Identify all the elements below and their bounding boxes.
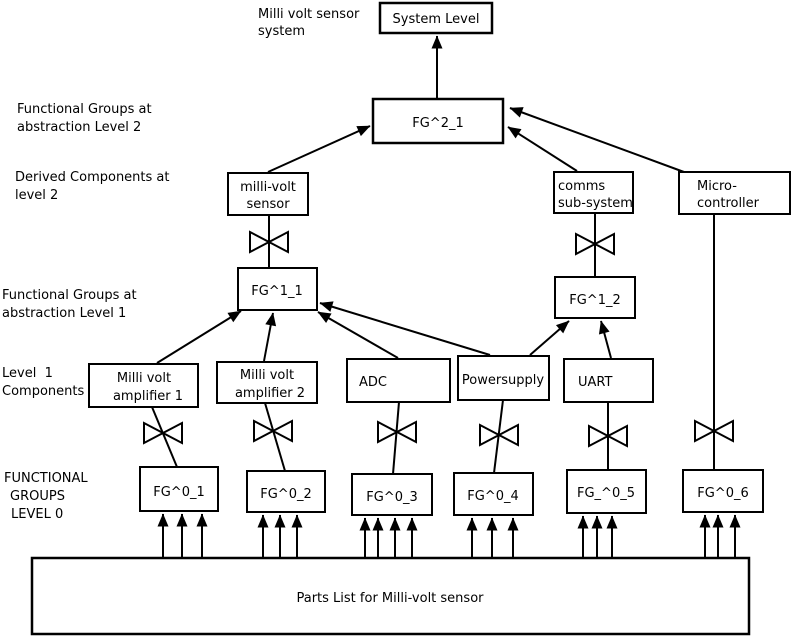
node-label: FG^0_6	[697, 486, 749, 501]
annotation-text: abstraction Level 2	[17, 120, 142, 135]
annotation-text: Milli volt sensor	[258, 7, 360, 22]
arrow-amp1-to-fg1-1	[157, 311, 241, 363]
annotation-derived-level2	[15, 170, 169, 203]
node-microcontroller	[679, 172, 790, 214]
bowtie-icon	[254, 421, 292, 441]
node-label: FG^0_2	[260, 487, 312, 502]
node-system-level	[380, 3, 492, 33]
node-amp1	[89, 364, 198, 407]
node-fg2-1	[373, 99, 503, 143]
node-label: FG_^0_5	[577, 486, 635, 501]
node-label: controller	[697, 196, 760, 211]
node-fg1-1	[238, 268, 317, 310]
node-label: FG^2_1	[412, 116, 464, 131]
annotation-text: Functional Groups at	[17, 102, 152, 117]
arrow-adc-to-fg1-1	[318, 312, 398, 358]
bowtie-icon	[144, 423, 182, 443]
annotation-text: LEVEL 0	[11, 507, 64, 522]
annotation-text: Functional Groups at	[2, 288, 137, 303]
node-adc	[347, 359, 450, 402]
node-label: amplifier 1	[112, 389, 184, 404]
edge-amp2-to-fg0-2	[265, 403, 285, 471]
node-label: milli-volt	[240, 180, 296, 195]
annotation-fg-level0	[4, 471, 88, 522]
node-fg0-5	[567, 470, 646, 513]
node-label: sub-system	[558, 196, 633, 211]
node-parts-list	[32, 558, 749, 634]
node-label: FG^1_2	[569, 293, 621, 308]
node-label: FG^0_1	[153, 485, 205, 500]
node-label: Milli volt	[239, 368, 295, 383]
node-comms-subsystem	[554, 172, 633, 213]
node-label: ADC	[359, 375, 387, 390]
annotation-fg-level2	[17, 102, 152, 135]
node-millivolt-sensor	[228, 173, 308, 215]
node-powersupply	[458, 356, 549, 400]
annotation-text: Level 1	[2, 366, 53, 381]
annotation-text: FUNCTIONAL	[4, 471, 88, 486]
node-label: Milli volt	[116, 371, 172, 386]
annotation-text: Derived Components at	[15, 170, 170, 185]
node-label: FG^0_4	[467, 489, 519, 504]
parts-feed-arrows	[163, 514, 735, 557]
annotation-text: GROUPS	[10, 489, 65, 504]
node-uart	[564, 359, 653, 402]
node-fg0-1	[140, 467, 218, 511]
node-label: Powersupply	[461, 373, 545, 388]
annotation-level1-components	[2, 366, 84, 399]
node-label: Parts List for Milli-volt sensor	[296, 591, 484, 606]
node-label: comms	[558, 179, 606, 194]
node-label: amplifier 2	[234, 386, 306, 401]
arrow-powersupply-to-fg1-2	[530, 321, 569, 355]
annotation-text: abstraction Level 1	[2, 306, 127, 321]
arrow-micro-to-fg2-1	[510, 108, 684, 172]
node-label: UART	[578, 375, 613, 390]
arrow-uart-to-fg1-2	[601, 321, 611, 358]
arrow-comms-to-fg2-1	[508, 127, 577, 171]
arrow-powersupply-to-fg1-1	[320, 303, 490, 355]
annotation-text: system	[258, 24, 305, 39]
node-fg1-2	[555, 277, 635, 318]
node-label: Micro-	[697, 179, 737, 194]
node-fg0-2	[247, 471, 325, 512]
node-fg0-3	[352, 474, 432, 515]
edge-adc-to-fg0-3	[393, 402, 399, 474]
arrow-sensor-to-fg2-1	[268, 126, 370, 172]
node-label: FG^1_1	[251, 284, 303, 299]
node-fg0-6	[683, 470, 763, 512]
plain-edges	[152, 213, 714, 474]
annotation-fg-level1	[2, 288, 137, 321]
node-label: System Level	[392, 12, 480, 27]
annotation-system-title	[258, 7, 360, 39]
node-label: FG^0_3	[366, 490, 418, 505]
node-fg0-4	[454, 473, 533, 515]
arrow-amp2-to-fg1-1	[264, 313, 273, 361]
annotation-text: level 2	[15, 188, 59, 203]
node-label: sensor	[246, 197, 290, 212]
node-amp2	[217, 362, 317, 403]
annotation-text: Components	[2, 384, 85, 399]
